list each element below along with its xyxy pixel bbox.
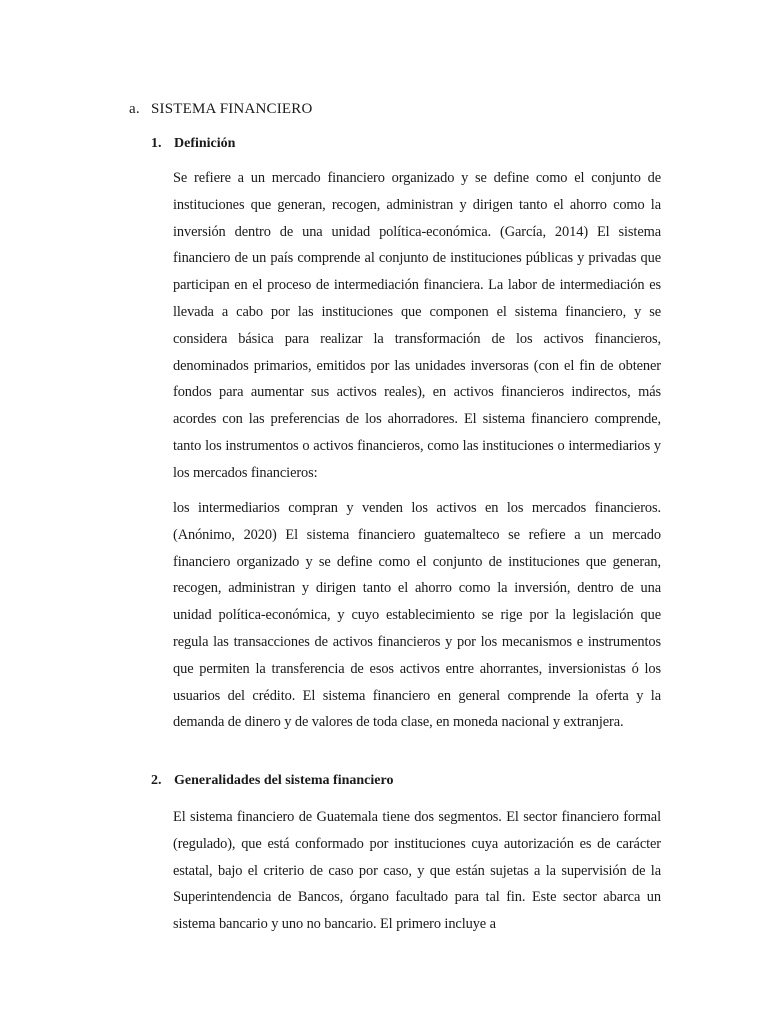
subsection-title: Definición	[174, 136, 236, 151]
subsection-heading-generalidades	[151, 771, 393, 791]
section-heading	[129, 99, 313, 119]
paragraph-generalidades: El sistema financiero de Guatemala tiene dos segmentos. El sector financiero formal (regulado), que está conformado por instituciones cuya autorización es de carácter estatal, bajo el criterio de caso por caso, y que están sujetas a la supervisión de la Superintendencia de Bancos, órgano facultado para tal fin. Este sector abarca un sistema bancario y uno no bancario. El primero incluye a	[173, 809, 661, 933]
paragraph-definicion: Se refiere a un mercado financiero organizado y se define como el conjunto de instituciones que generan, recogen, administran y dirigen tanto el ahorro como la inversión dentro de una unidad política-económica. (García, 2014) El sistema financiero de un país comprende al conjunto de instituciones públicas y privadas que participan en el proceso de intermediación financiera. La labor de intermediación es llevada a cabo por las instituciones que componen el sistema financiero, y se considera básica para realizar la transformación de los activos financieros, denominados primarios, emitidos por las unidades inversoras (con el fin de obtener fondos para aumentar sus activos reales), en activos financieros indirectos, más acordes con las preferencias de los ahorradores. El sistema financiero comprende, tanto los instrumentos o activos financieros, como las instituciones o intermediarios y los mercados financieros:	[173, 170, 661, 481]
section-marker: a.	[129, 101, 140, 117]
subsection-title: Generalidades del sistema financiero	[174, 773, 394, 788]
subsection-number: 2.	[151, 773, 162, 788]
subsection-number: 1.	[151, 136, 162, 151]
section-title: SISTEMA FINANCIERO	[151, 101, 313, 117]
subsection-heading-definicion	[151, 134, 235, 154]
paragraph-sistema-guatemalteco: los intermediarios compran y venden los activos en los mercados financieros. (Anónimo, 2020) El sistema financiero guatemalteco se refiere a un mercado financiero organizado y se define como el conjunto de instituciones que generan, recogen, administran y dirigen tanto el ahorro como la inversión, dentro de una unidad política-económica, y cuyo establecimiento se rige por la legislación que regula las transacciones de activos financieros y por los mecanismos e instrumentos que permiten la transferencia de esos activos entre ahorrantes, inversionistas ó los usuarios del crédito. El sistema financiero en general comprende la oferta y la demanda de dinero y de valores de toda clase, en moneda nacional y extranjera.	[173, 500, 661, 731]
